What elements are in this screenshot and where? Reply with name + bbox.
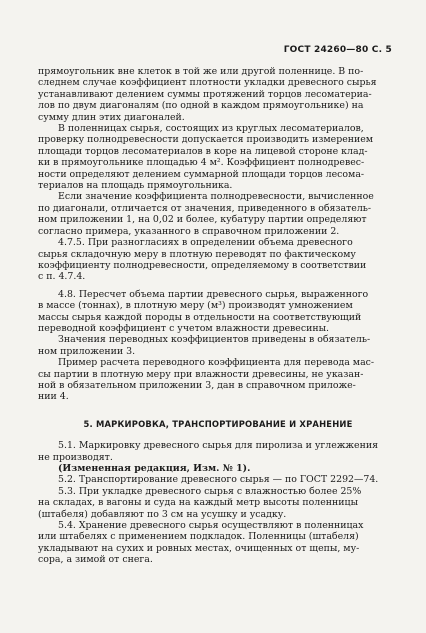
text-line: согласно примера, указанного в справочном приложении 2. xyxy=(38,225,340,237)
paragraph-5-3 xyxy=(38,486,398,520)
paragraph-continuation xyxy=(38,66,398,123)
text-line: с п. 4.7.4. xyxy=(38,271,86,283)
text-line: ности определяют делением суммарной площади торцов лесома- xyxy=(38,168,365,180)
text-line: прямоугольник вне клеток в той же или другой поленнице. В по- xyxy=(38,66,364,77)
text-line: териалов на площадь прямоугольника. xyxy=(38,180,233,192)
text-line: Если значение коэффициента полнодревесности, вычисленное xyxy=(58,191,374,203)
text-line: 5.4. Хранение древесного сырья осуществляют в поленницах xyxy=(58,520,364,532)
text-line: Пример расчета переводного коэффициента для перевода мас- xyxy=(58,357,375,369)
text-line: сора, а зимой от снега. xyxy=(38,554,153,566)
text-line: ки в прямоугольнике площадью 4 м². Коэффициент полнодревес- xyxy=(38,157,365,169)
paragraph-4-7-5 xyxy=(38,237,398,283)
paragraph-4-8 xyxy=(38,289,398,335)
text-line: сы партии в плотную меру при влажности древесины, не указан- xyxy=(38,368,364,380)
text-line: ном приложении 1, на 0,02 и более, кубатуру партии определяют xyxy=(38,214,367,226)
text-line: Значения переводных коэффициентов приведены в обязатель- xyxy=(58,334,371,346)
text-line: (штабеля) добавляют по 3 см на усушку и усадку. xyxy=(38,508,287,520)
text-line: на складах, в вагоны и суда на каждый метр высоты поленницы xyxy=(38,497,359,509)
text-line: 5.1. Маркировку древесного сырья для пиролиза и углежжения xyxy=(58,440,379,452)
text-line: устанавливают делением суммы протяжений торцов лесоматериа- xyxy=(38,88,372,100)
text-line: проверку полнодревесности допускается производить измерением xyxy=(38,134,374,146)
paragraph-5-1 xyxy=(38,440,398,463)
text-line: или штабелях с применением подкладок. Поленницы (штабеля) xyxy=(38,531,359,543)
text-line: сумму длин этих диагоналей. xyxy=(38,111,185,123)
text-line: сырья складочную меру в плотную переводят по фактическому xyxy=(38,248,356,260)
text-line: коэффициенту полнодревесности, определяемому в соответствии xyxy=(38,259,367,271)
text-line: 4.7.5. При разногласиях в определении объема древесного xyxy=(58,237,353,249)
text-line: укладывают на сухих и ровных местах, очищенных от щепы, му- xyxy=(38,542,360,554)
paragraph-coefficient-values xyxy=(38,334,398,357)
text-line: лов по двум диагоналям (по одной в каждом прямоугольнике) на xyxy=(38,100,364,112)
text-line: не производят. xyxy=(38,451,113,463)
page-header-code: ГОСТ 24260—80 С. 5 xyxy=(283,45,392,55)
paragraph-coefficient-deviation xyxy=(38,191,398,237)
text-line: 4.8. Пересчет объема партии древесного сырья, выраженного xyxy=(58,288,369,300)
text-line: по диагонали, отличается от значения, приведенного в обязатель- xyxy=(38,202,372,214)
text-line: следнем случае коэффициент плотности укладки древесного сырья xyxy=(38,77,377,89)
text-line: площади торцов лесоматериалов в коре на лицевой стороне клад- xyxy=(38,145,368,157)
paragraph-5-2: 5.2. Транспортирование древесного сырья — по ГОСТ 2292—74. xyxy=(58,474,379,486)
text-line: 5.3. При укладке древесного сырья с влажностью более 25% xyxy=(58,485,362,497)
text-line: в массе (тоннах), в плотную меру (м³) производят умножением xyxy=(38,300,353,312)
text-line: нии 4. xyxy=(38,391,69,403)
text-line: ном приложении 3. xyxy=(38,345,136,357)
paragraph-round-timber xyxy=(38,123,398,191)
paragraph-calculation-example xyxy=(38,357,398,403)
text-line: переводной коэффициент с учетом влажности древесины. xyxy=(38,322,330,334)
text-line: В поленницах сырья, состоящих из круглых лесоматериалов, xyxy=(58,123,364,135)
paragraph-5-4 xyxy=(38,520,398,566)
text-line: массы сырья каждой породы в отдельности на соответствующий xyxy=(38,311,362,323)
document-body xyxy=(38,66,398,566)
text-line: ной в обязательном приложении 3, дан в справочном приложе- xyxy=(38,379,356,391)
edition-note: (Измененная редакция, Изм. № 1). xyxy=(58,463,251,474)
section-5-title: 5. МАРКИРОВКА, ТРАНСПОРТИРОВАНИЕ И ХРАНЕНИЕ xyxy=(83,418,353,429)
